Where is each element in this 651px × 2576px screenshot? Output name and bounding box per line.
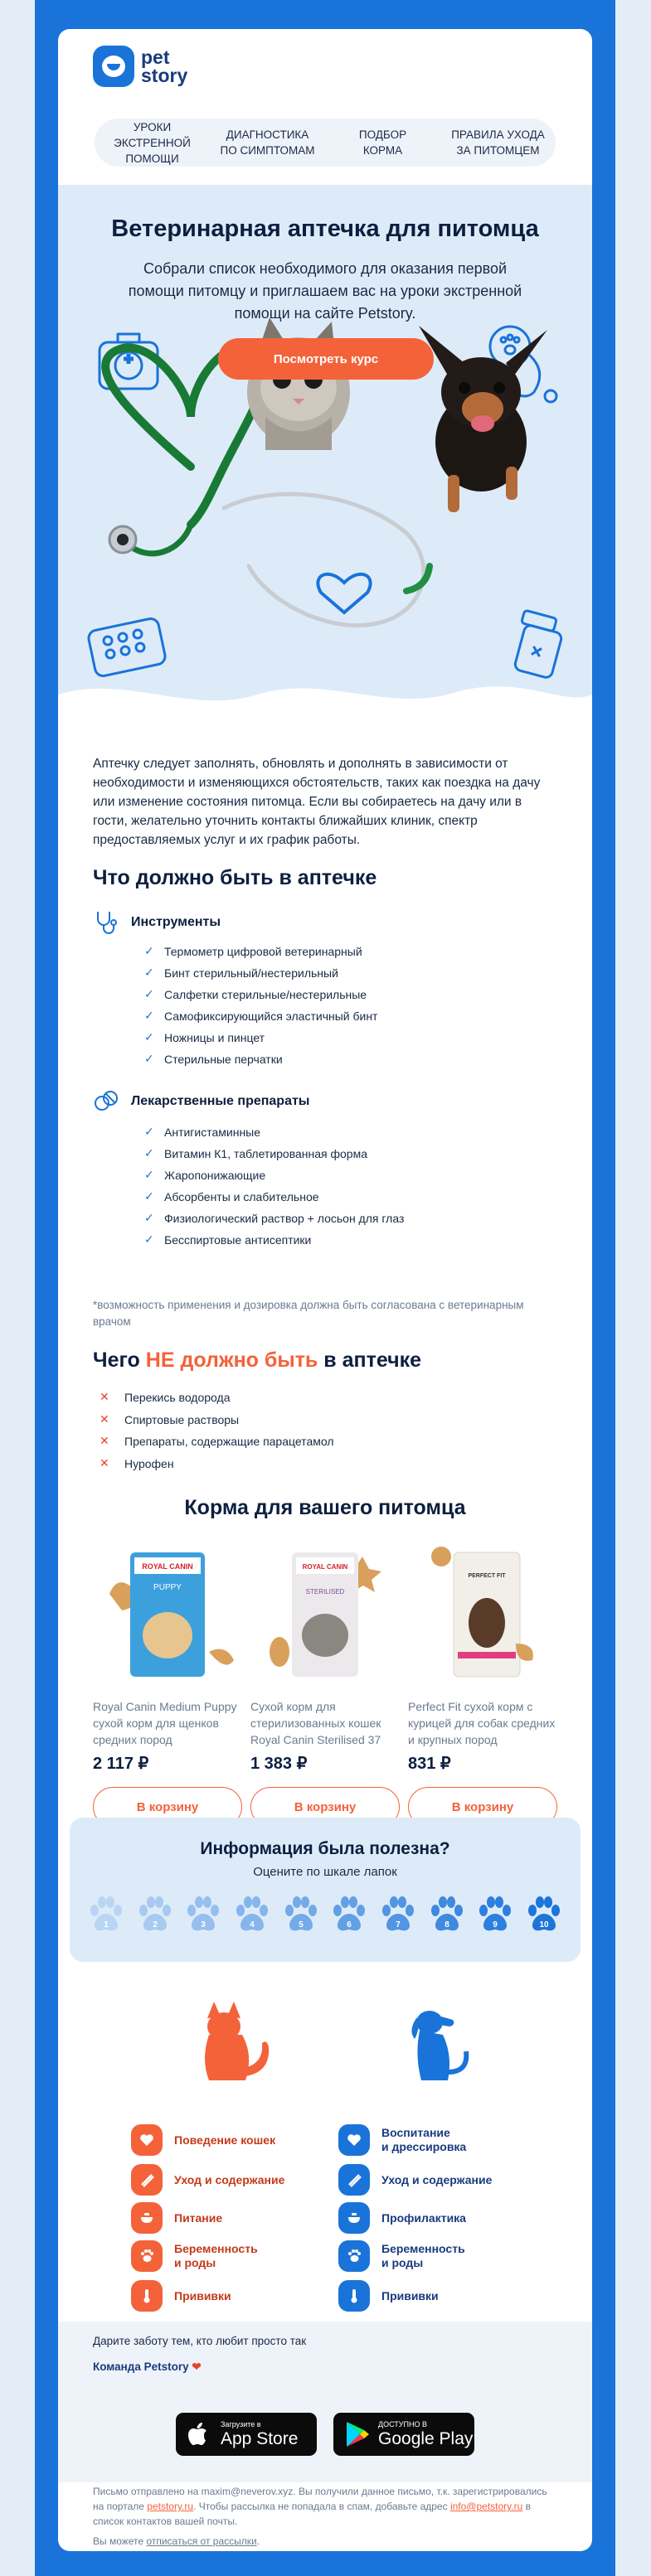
paw-icon [338,2240,370,2272]
category-label: Прививки [381,2288,439,2302]
product-name[interactable]: Royal Canin Medium Puppy сухой корм для щенков средних пород [93,1700,237,1746]
pack-brand: ROYAL CANIN [302,1563,348,1571]
add-to-cart-button[interactable]: В корзину [408,1787,557,1827]
care-text: Дарите заботу тем, кто любит просто так [93,2335,307,2347]
team-signature [93,2361,202,2374]
dog-icon [332,2002,547,2085]
dog-categories [332,2002,547,2089]
google-play-icon [340,2418,373,2451]
store-name: Google Play [378,2429,474,2448]
paw-rating-5[interactable] [283,1894,319,1934]
cats-category-item[interactable] [131,2240,258,2272]
paw-rating-9[interactable] [477,1894,513,1934]
nav-label: ПО СИМПТОМАМ [220,144,315,157]
pack-label: STERILISED [305,1588,345,1595]
nav-care-rules[interactable] [445,127,552,158]
apple-icon [182,2418,216,2451]
legal-text [93,2484,557,2529]
title-part: в аптечке [318,1349,422,1372]
product-card [408,1544,557,1827]
dogs-category-item[interactable] [338,2164,492,2196]
cats-category-item[interactable] [131,2164,284,2196]
nav-label: ЗА ПИТОМЦЕМ [456,144,540,157]
cat-icon [124,2002,340,2085]
svg-text:2: 2 [152,1920,158,1930]
store-name: App Store [221,2429,299,2448]
logo-text [141,48,187,85]
list-item: ✓ Бинт стерильный/нестерильный [143,964,377,985]
pack-brand: PERFECT FIT [468,1573,506,1579]
list-item: ✓ Бесспиртовые антисептики [143,1231,404,1252]
category-label: Уход и содержание [174,2172,285,2186]
product-card [93,1544,242,1827]
list-item: ✓ Стерильные перчатки [143,1050,377,1072]
paw-rating-1[interactable] [88,1894,124,1934]
dogs-category-item[interactable] [338,2280,439,2312]
stethoscope-icon [93,909,119,936]
title-highlight: НЕ должно быть [145,1349,318,1372]
nav-label: ПОМОЩИ [125,152,179,165]
top-nav [95,119,556,167]
nav-food-selection[interactable] [329,127,437,158]
dogs-category-item[interactable] [338,2202,466,2234]
app-store-button[interactable] [176,2413,317,2456]
unsubscribe-link[interactable]: отписаться от рассылки [146,2535,257,2547]
hero-subtitle: Собрали список необходимого для оказания первой помощи питомцу и приглашаем вас на уроки экстренной помощи на сайте Petstory. [128,260,522,322]
list-item: ✕ Перекись водорода [100,1388,334,1411]
team-name: Команда Petstory [93,2361,189,2373]
paw-rating-8[interactable] [429,1894,465,1934]
list-item: ✕ Нурофен [100,1455,334,1477]
rating-title: Информация была полезна? [200,1839,450,1858]
list-item: ✕ Препараты, содержащие парацетамол [100,1432,334,1455]
svg-text:10: 10 [539,1920,549,1930]
nav-label: УРОКИ ЭКСТРЕННОЙ [114,120,191,149]
unsub-part: . [256,2535,260,2547]
list-item: ✓ Витамин К1, таблетированная форма [143,1145,404,1166]
list-item: ✓ Антигистаминные [143,1123,404,1145]
comb-icon [131,2164,163,2196]
product-price: 2 117 ₽ [93,1755,149,1773]
dog-photo [419,326,547,512]
category-label: Воспитание и дрессировка [381,2126,467,2153]
instruments-title: Инструменты [131,915,221,929]
product-price: 831 ₽ [408,1755,451,1773]
add-to-cart-button[interactable]: В корзину [93,1787,242,1827]
list-item: ✓ Термометр цифровой ветеринарный [143,942,377,964]
legal-part: . Чтобы рассылка не попадала в спам, добавьте адрес [193,2501,450,2512]
svg-text:9: 9 [493,1920,498,1930]
list-item: ✓ Жаропонижающие [143,1166,404,1188]
svg-text:7: 7 [396,1920,401,1930]
svg-text:1: 1 [104,1920,109,1930]
nav-label: ДИАГНОСТИКА [226,128,309,141]
product-image[interactable] [93,1544,242,1685]
list-item: ✓ Самофиксирующийся эластичный бинт [143,1007,377,1029]
category-label: Питание [174,2210,223,2225]
paw-scale [88,1894,562,1934]
paw-rating-2[interactable] [137,1894,173,1934]
heart-icon: ❤ [192,2361,202,2373]
category-label: Поведение кошек [174,2133,276,2147]
product-name[interactable]: Perfect Fit сухой корм с курицей для собак средних и крупных пород [408,1700,556,1746]
heart-icon [338,2124,370,2156]
unsubscribe-text [93,2535,260,2547]
thermometer-icon [338,2280,370,2312]
not-kit-list [100,1388,334,1476]
list-item: ✓ Физиологический раствор + лосьон для глаз [143,1209,404,1231]
cats-category-item[interactable] [131,2124,275,2156]
food-bag-image [250,1544,400,1685]
pill-bottle-icon [514,610,563,679]
paw-rating-4[interactable] [234,1894,270,1934]
instruments-heading [93,909,221,936]
category-label: Беременность и роды [174,2242,258,2269]
email-card [58,29,592,2551]
signature-block [58,2322,592,2390]
list-item: ✓ Салфетки стерильные/нестерильные [143,985,377,1007]
instruments-list [143,942,377,1072]
product-card [250,1544,400,1827]
petstory-logo[interactable] [93,46,187,87]
drugs-heading [93,1088,309,1115]
product-price: 1 383 ₽ [250,1755,308,1773]
hero-title: Ветеринарная аптечка для питомца [111,215,539,242]
kit-title: Что должно быть в аптечке [93,866,377,889]
pack-brand: ROYAL CANIN [142,1562,193,1571]
nav-diagnostics[interactable] [214,127,322,158]
paw-rating-3[interactable] [185,1894,221,1934]
bowl-icon [338,2202,370,2234]
site-link[interactable]: petstory.ru [147,2501,194,2512]
legal-part: Письмо отправлено на maxim@neverov.xyz. Вы получили данное письмо, т.к. зарегистрировались на портале [93,2486,547,2512]
svg-text:8: 8 [444,1920,449,1930]
intro-text: Аптечку следует заполнять, обновлять и дополнять в зависимости от необходимости и изменяющихся обстоятельств, таких как поездка на дачу или изменение состояния питомца. Если вы собираетесь на дачу или в гости, желательно уточнить контакты ближайших клиник, спектр предоставляемых услуг и их график работы. [93,757,541,847]
drugs-list [143,1123,404,1252]
logo-word-2: story [141,65,188,86]
nav-label: КОРМА [362,144,403,157]
logo-word-1: pet [141,46,170,68]
logo-icon [93,46,134,87]
svg-text:4: 4 [250,1920,255,1930]
list-item: ✓ Абсорбенты и слабительное [143,1188,404,1209]
add-to-cart-button[interactable]: В корзину [250,1787,400,1827]
paw-icon [131,2240,163,2272]
pills-icon [87,617,167,678]
nav-label: ПОДБОР [358,128,407,141]
not-kit-title [93,1349,421,1373]
svg-text:5: 5 [298,1920,304,1930]
food-bag-image [93,1544,242,1685]
pills-icon [93,1088,119,1115]
heart-icon [131,2124,163,2156]
svg-text:6: 6 [347,1920,352,1930]
list-item: ✕ Спиртовые растворы [100,1411,334,1433]
heart-icon [318,574,370,613]
store-caption: ДОСТУПНО В [378,2420,427,2428]
legal-part: в список контактов вашей почты. [93,2501,531,2527]
dogs-category-item[interactable] [338,2124,466,2156]
paw-rating-10[interactable] [526,1894,562,1934]
cats-category-item[interactable] [131,2202,222,2234]
bowl-icon [131,2202,163,2234]
drugs-title: Лекарственные препараты [131,1094,310,1108]
app-stores [58,2390,592,2482]
paw-rating-6[interactable] [331,1894,367,1934]
cat-photo [247,317,350,450]
rating-block [70,1818,581,1962]
unsub-part: Вы можете [93,2535,147,2547]
thermometer-icon [131,2280,163,2312]
cats-category-item[interactable] [131,2280,231,2312]
list-item: ✓ Ножницы и пинцет [143,1029,377,1050]
nav-label: ПРАВИЛА УХОДА [451,128,545,141]
category-label: Прививки [174,2288,231,2302]
cat-categories [124,2002,340,2089]
products-title: Корма для вашего питомца [184,1496,466,1519]
category-label: Профилактика [381,2210,466,2225]
product-name[interactable]: Сухой корм для стерилизованных кошек Royal Canin Sterilised 37 [250,1700,381,1746]
comb-icon [338,2164,370,2196]
store-caption: Загрузите в [221,2420,261,2428]
hero-wave [58,686,592,715]
product-image[interactable] [250,1544,400,1685]
google-play-button[interactable] [333,2413,474,2456]
food-bag-image [408,1544,557,1685]
kit-note: *возможность применения и дозировка должна быть согласована с ветеринарным врачом [93,1299,524,1328]
email-link[interactable]: info@petstory.ru [449,2501,523,2512]
category-label: Беременность и роды [381,2242,465,2269]
svg-text:3: 3 [201,1920,206,1930]
pack-label: PUPPY [153,1583,182,1592]
title-part: Чего [93,1349,146,1372]
nav-first-aid[interactable] [99,119,206,167]
paw-rating-7[interactable] [380,1894,416,1934]
category-label: Уход и содержание [381,2172,493,2186]
rating-subtitle: Оцените по шкале лапок [253,1865,397,1879]
hero-banner [58,185,592,715]
dogs-category-item[interactable] [338,2240,465,2272]
view-course-button[interactable]: Посмотреть курс [218,338,434,380]
product-image[interactable] [408,1544,557,1685]
